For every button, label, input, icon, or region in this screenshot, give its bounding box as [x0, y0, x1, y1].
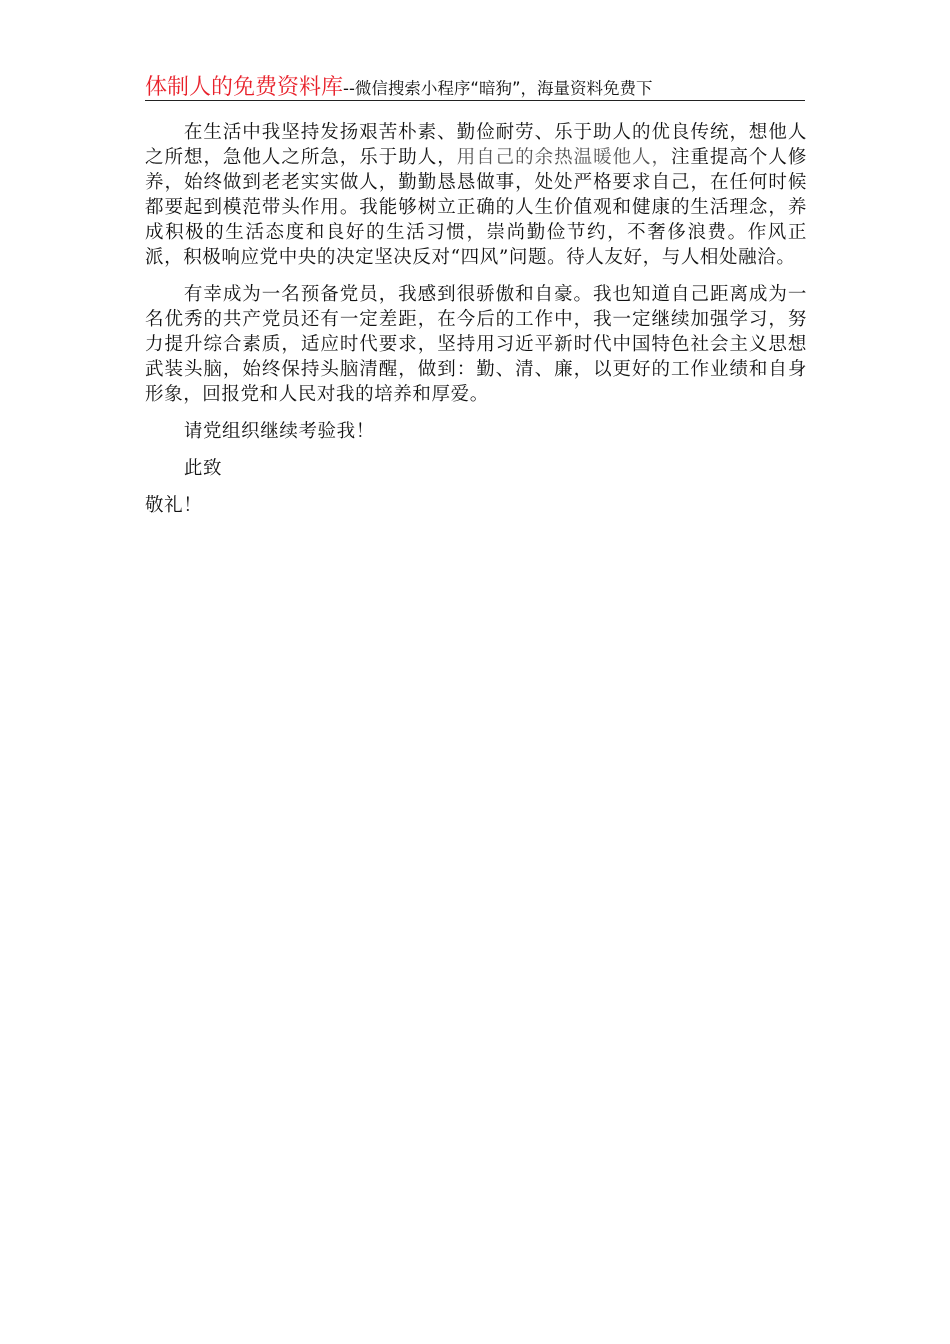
paragraph-lifestyle — [145, 120, 807, 270]
paragraph-request: 请党组织继续考验我！ — [183, 421, 375, 442]
paragraph-lifestyle-part-2: 用自己的余热温暖他人， — [456, 147, 671, 168]
header-divider — [145, 100, 805, 101]
closing-regards: 敬礼！ — [145, 495, 203, 516]
closing-salutation: 此致 — [183, 458, 223, 479]
page-header — [145, 70, 805, 100]
document-body — [145, 120, 807, 530]
paragraph-commitment: 有幸成为一名预备党员，我感到很骄傲和自豪。我也知道自己距离成为一名优秀的共产党员还有一定差距，在今后的工作中，我一定继续加强学习，努力提升综合素质，适应时代要求，坚持用习近平新时代中国特色社会主义思想武装头脑，始终保持头脑清醒，做到：勤、清、廉，以更好的工作业绩和自身形象，回报党和人民对我的培养和厚爱。 — [145, 284, 807, 405]
header-tagline: --微信搜索小程序“暗狗”，海量资料免费下 — [343, 79, 653, 98]
paragraph-lifestyle-part-1: 在生活中我坚持发扬艰苦朴素、勤俭耐劳、乐于助人的优良传统，想他人之所想，急他人之所急，乐于助人， — [145, 122, 807, 168]
header-brand: 体制人的免费资料库 — [145, 75, 344, 100]
paragraph-lifestyle-part-3: 注重提高个人修养，始终做到老老实实做人，勤勤恳恳做事，处处严格要求自己，在任何时候都要起到模范带头作用。我能够树立正确的人生价值观和健康的生活理念，养成积极的生活态度和良好的生活习惯，崇尚勤俭节约，不奢侈浪费。作风正派，积极响应党中央的决定坚决反对“四风”问题。待人友好，与人相处融洽。 — [145, 147, 807, 268]
